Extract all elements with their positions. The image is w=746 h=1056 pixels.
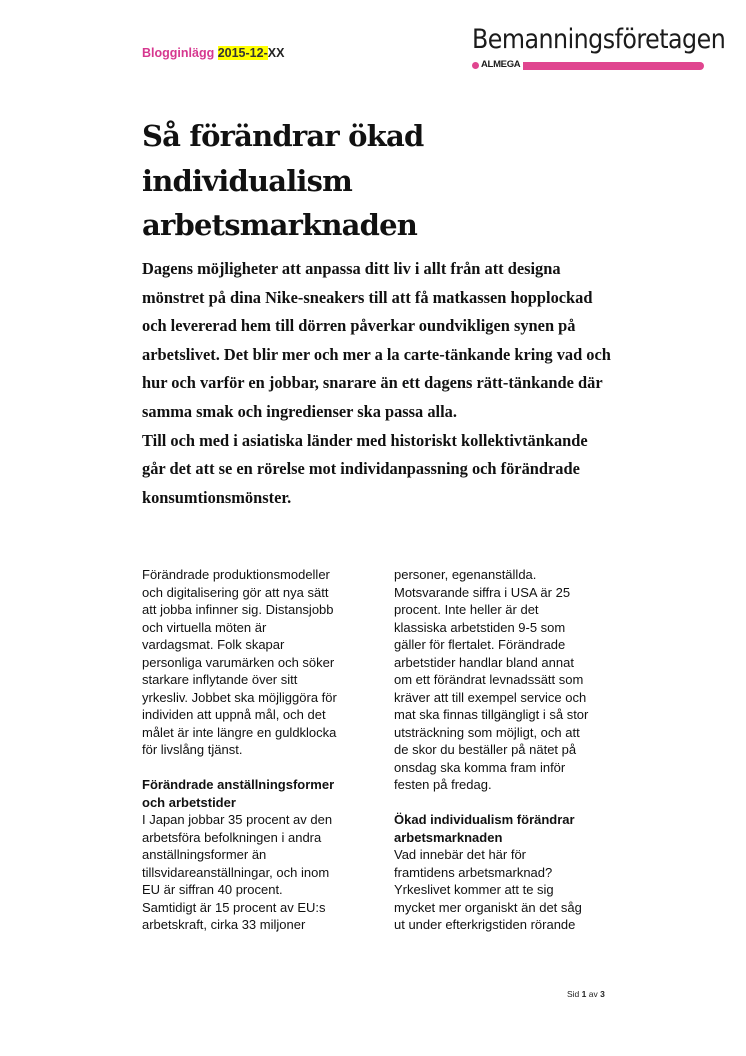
body-line: och virtuella möten är xyxy=(142,619,267,635)
section-heading: arbetsmarknaden xyxy=(394,829,503,845)
body-line: festen på fredag. xyxy=(394,777,492,792)
body-line: mat ska finnas tillgängligt i så stor xyxy=(394,707,589,722)
body-line: att jobba infinner sig. Distansjobb xyxy=(142,602,334,617)
body-line: arbetstider handlar bland annat xyxy=(394,654,574,670)
page-of: av xyxy=(588,989,598,999)
column-right xyxy=(394,566,612,934)
section-heading: Förändrade anställningsformer xyxy=(142,777,335,792)
body-line: om ett förändrat levnadssätt som xyxy=(394,672,584,687)
body-line: I Japan jobbar 35 procent av den xyxy=(142,812,333,827)
body-line: framtidens arbetsmarknad? xyxy=(394,864,553,880)
body-line: de skor du beställer på nätet på xyxy=(394,742,577,757)
paragraph-spacer xyxy=(394,794,612,812)
document-date xyxy=(218,46,268,60)
logo-wordmark: Bemanningsföretagen xyxy=(472,24,726,55)
column-left xyxy=(142,566,360,934)
body-line: procent. Inte heller är det xyxy=(394,602,539,617)
logo-sub: ALMEGA xyxy=(480,59,523,70)
body-line: personliga varumärken och söker xyxy=(142,654,335,670)
body-line: gäller för flertalet. Förändrade xyxy=(394,637,566,652)
body-line: och digitalisering gör att nya sätt xyxy=(142,584,329,600)
body-line: EU är siffran 40 procent. xyxy=(142,882,283,897)
page-prefix: Sid xyxy=(567,989,580,999)
body-line: starkare inflytande över sitt xyxy=(142,672,298,687)
body-line: onsdag ska komma fram inför xyxy=(394,759,566,775)
body-line: Förändrade produktionsmodeller xyxy=(142,567,330,582)
logo-dot-icon xyxy=(472,62,479,69)
section-heading: och arbetstider xyxy=(142,794,236,810)
body-line: kräver att till exempel service och xyxy=(394,689,587,705)
body-line: tillsvidareanställningar, och inom xyxy=(142,864,330,880)
lead-paragraph xyxy=(142,255,612,512)
body-line: personer, egenanställda. xyxy=(394,567,537,582)
logo-bar xyxy=(510,62,704,70)
body-line: yrkesliv. Jobbet ska möjliggöra för xyxy=(142,689,337,705)
body-line: klassiska arbetstiden 9-5 som xyxy=(394,619,566,635)
body-line: mycket mer organiskt än det såg xyxy=(394,899,582,915)
section-heading: Ökad individualism förändrar xyxy=(394,812,575,827)
body-line: individen att uppnå mål, och det xyxy=(142,707,326,722)
document-label xyxy=(142,46,284,60)
page-number xyxy=(567,989,605,999)
body-line: utsträckning som möjligt, och att xyxy=(394,724,580,740)
body-line: målet är inte längre en guldklocka xyxy=(142,724,337,740)
body-line: ut under efterkrigstiden rörande xyxy=(394,917,576,932)
body-line: Motsvarande siffra i USA är 25 xyxy=(394,584,571,600)
article-title: Så förändrar ökad individualism arbetsmarknaden xyxy=(142,119,424,242)
date-suffix: XX xyxy=(267,46,285,60)
body-line: vardagsmat. Folk skapar xyxy=(142,637,285,652)
body-line: anställningsformer än xyxy=(142,847,267,862)
body-line: Vad innebär det här för xyxy=(394,847,527,862)
lead-text: Till och med i asiatiska länder med historiskt kollektivtänkande går det att se en rörelse mot individanpassning och förändrade konsumtionsmönster. xyxy=(142,430,588,507)
total-pages: 3 xyxy=(600,989,605,999)
current-page: 1 xyxy=(581,989,587,999)
paragraph-spacer xyxy=(142,759,360,777)
document-type: Blogginlägg xyxy=(142,46,215,60)
body-line: arbetskraft, cirka 33 miljoner xyxy=(142,917,306,932)
body-line: arbetsföra befolkningen i andra xyxy=(142,829,322,845)
date-highlight: 2015-12- xyxy=(217,46,268,60)
bemanningsforetagen-logo xyxy=(472,24,726,72)
lead-text: Dagens möjligheter att anpassa ditt liv i allt från att designa mönstret på dina Nike-sneakers till att få matkassen hopplockad och levererad hem till dörren påverkar oundvikligen synen på arbetslivet. Det blir mer och mer a la carte-tänkande kring vad och hur och varför en jobbar, snarare än ett dagens rätt-tänkande där samma smak och ingredienser ska passa alla. xyxy=(142,259,611,421)
body-line: för livslång tjänst. xyxy=(142,742,243,757)
body-line: Yrkeslivet kommer att te sig xyxy=(394,882,554,897)
body-line: Samtidigt är 15 procent av EU:s xyxy=(142,899,326,915)
